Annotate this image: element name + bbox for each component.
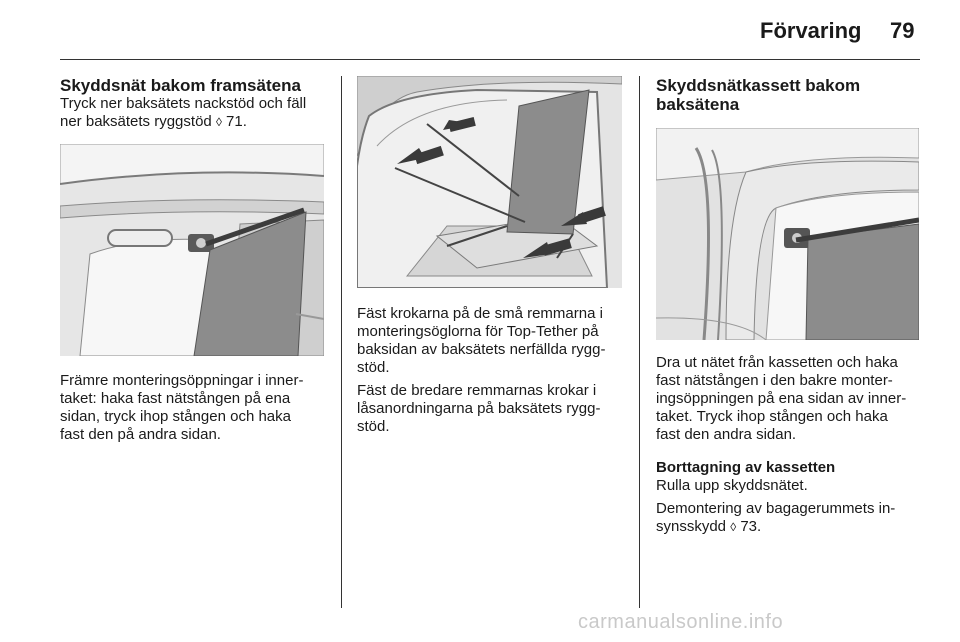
intro-text: Tryck ner baksätets nackstöd och fäll ner baksätets ryggstöd ◊ 71. xyxy=(60,95,307,130)
watermark: carmanualsonline.info xyxy=(578,611,784,633)
column-divider-right xyxy=(639,76,640,608)
header-rule xyxy=(60,59,920,60)
page-reference: 71. xyxy=(226,113,247,130)
column-divider-left xyxy=(341,76,342,608)
see-also-text: Demontering av bagagerummets in- synsskydd ◊ 73. xyxy=(656,500,896,535)
subheading-removal: Borttagning av kassetten xyxy=(656,459,836,476)
section-heading: Skyddsnätkassett bakom baksätena xyxy=(656,76,861,114)
figure-rear-straps xyxy=(357,76,622,288)
page-number: 79 xyxy=(890,18,915,43)
figure-caption: Främre monteringsöppningar i inner- taket: haka fast nätstången på ena sidan, tryck ihop stången och haka fast den på andra sidan. xyxy=(60,372,304,443)
page-reference: 73. xyxy=(740,518,762,535)
figure-caption: Dra ut nätet från kassetten och haka fast nätstången i den bakre monter- ingsöppningen på ena sidan av inner- taket. Tryck ihop stången och haka fast den andra sidan. xyxy=(656,354,907,443)
paragraph-wide-straps: Fäst de bredare remmarnas krokar i låsanordningarna på baksätets rygg- stöd. xyxy=(357,382,601,435)
column-net-cassette xyxy=(656,76,920,536)
figure-cassette-mounting xyxy=(656,128,919,340)
reference-arrow-icon: ◊ xyxy=(215,115,222,129)
header-title: Förvaring xyxy=(760,18,862,43)
paragraph-small-straps: Fäst krokarna på de små remmarna i monteringsöglorna för Top-Tether på baksidan av baksätets nerfällda rygg- stöd. xyxy=(357,305,606,376)
removal-text: Rulla upp skyddsnätet. xyxy=(656,477,808,494)
column-front-seats xyxy=(60,76,324,444)
figure-front-mounting xyxy=(60,144,324,356)
reference-arrow-icon: ◊ xyxy=(730,520,737,534)
column-tether-straps xyxy=(357,76,623,436)
section-heading: Skyddsnät bakom framsätena xyxy=(60,76,301,95)
